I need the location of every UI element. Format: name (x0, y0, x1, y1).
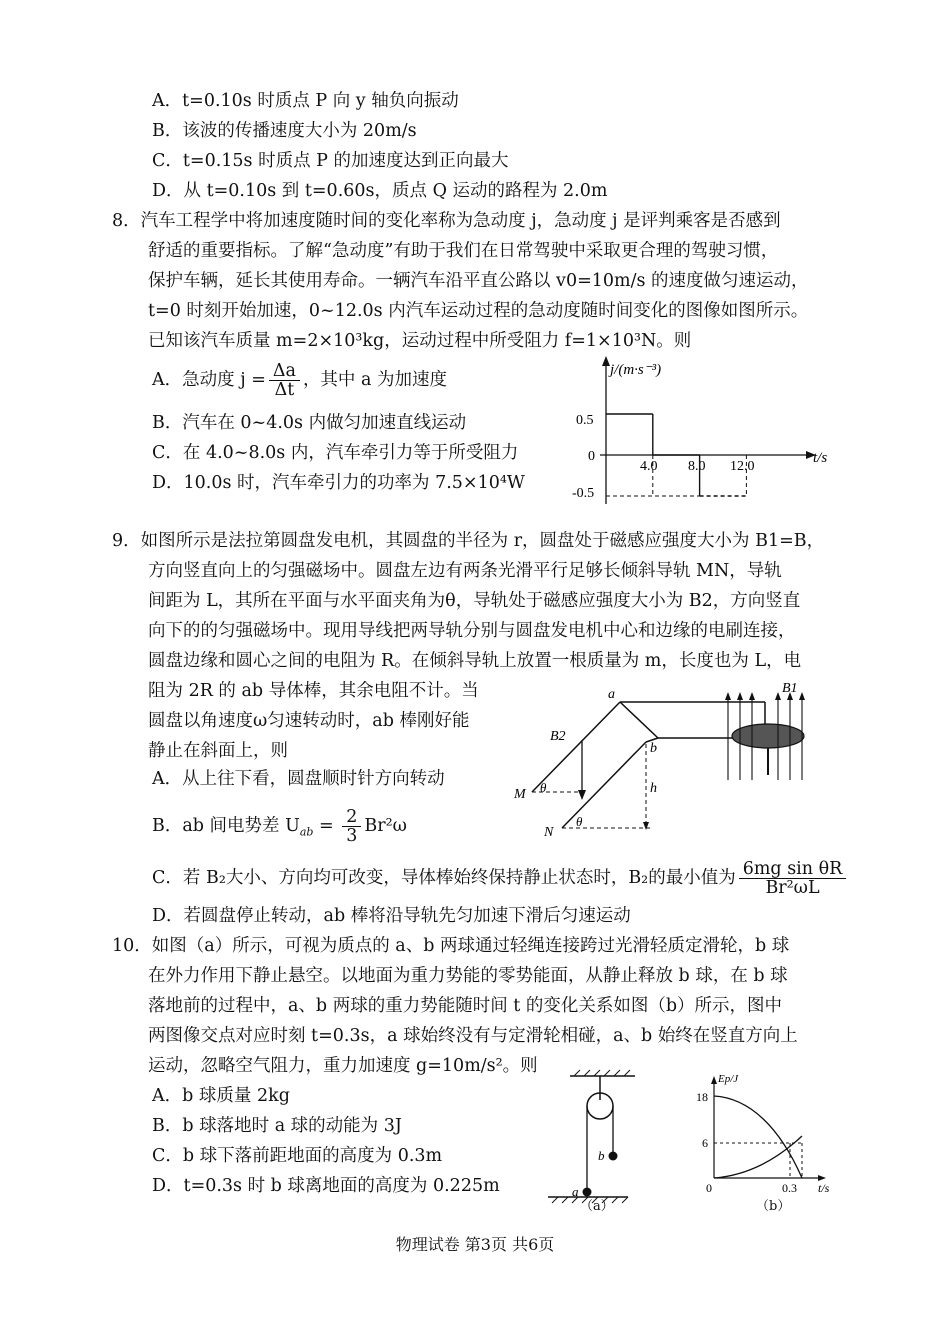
label-theta-m: θ (540, 780, 547, 795)
ball-b (609, 1152, 618, 1161)
q9-option-d: D．若圆盘停止转动，ab 棒将沿导轨先匀加速下滑后匀速运动 (152, 906, 631, 926)
rail-m-upper (532, 702, 620, 792)
q9-option-b (152, 808, 407, 845)
label-a: a (608, 687, 615, 702)
tick-x-12: 12.0 (730, 459, 755, 474)
curve-a-ep (714, 1136, 802, 1178)
rail-connector-a (620, 702, 658, 738)
label-b: b (650, 741, 657, 756)
label-n: N (544, 825, 554, 840)
tick-y-0: 0 (588, 449, 595, 464)
q9-stem-line8: 静止在斜面上，则 (148, 741, 288, 761)
q7-option-b: B．该波的传播速度大小为 20m/s (152, 121, 417, 141)
q10-stem-line4: 两图像交点对应时刻 t=0.3s，a 球始终没有与定滑轮相碰，a、b 始终在竖直方向上 (148, 1026, 798, 1046)
q9-option-b-pre: B．ab 间电势差 U (152, 816, 300, 836)
potential-energy-graph (680, 1068, 840, 1198)
caption-a: （a） (580, 1199, 614, 1214)
jerk-denominator: Δt (274, 380, 295, 400)
tick-y-0.5: 0.5 (576, 413, 594, 428)
jerk-fraction (269, 362, 300, 399)
j-axis-label: j/(m·s⁻³) (610, 362, 662, 378)
ep-axis-arrow (711, 1076, 717, 1084)
jerk-time-graph (560, 352, 840, 512)
q10-stem-line1: 10．如图（a）所示，可视为质点的 a、b 两球通过轻绳连接跨过光滑轻质定滑轮，b 球 (112, 936, 790, 956)
label-ball-b: b (598, 1148, 605, 1163)
q9-stem-line7: 圆盘以角速度ω匀速转动时，ab 棒刚好能 (148, 711, 470, 731)
tick-0.3: 0.3 (782, 1181, 797, 1195)
fraction-num-2: 2 (342, 808, 361, 827)
tick-6: 6 (702, 1136, 708, 1150)
rail-n-lower (562, 742, 646, 828)
q9-option-b-post: Br²ω (364, 816, 407, 836)
tick-0: 0 (706, 1181, 712, 1195)
ep-axis-label: Ep/J (718, 1073, 739, 1085)
b2-min-numerator: 6mg sin θR (739, 860, 847, 879)
q9-stem-line2: 方向竖直向上的匀强磁场中。圆盘左边有两条光滑平行足够长倾斜导轨 MN，导轨 (148, 561, 782, 581)
q7-option-d: D．从 t=0.10s 到 t=0.60s，质点 Q 运动的路程为 2.0m (152, 181, 608, 201)
pulley-figure (540, 1068, 640, 1213)
q9-stem-line3: 间距为 L，其所在平面与水平面夹角为θ，导轨处于磁感应强度大小为 B2，方向竖直 (148, 591, 801, 611)
caption-b: （b） (756, 1199, 791, 1214)
q10-stem-line3: 落地前的过程中，a、b 两球的重力势能随时间 t 的变化关系如图（b）所示，图中 (148, 996, 783, 1016)
q8-stem-line1: 8．汽车工程学中将加速度随时间的变化率称为急动度 j，急动度 j 是评判乘客是否感到 (112, 211, 781, 231)
tick-x-4: 4.0 (640, 459, 658, 474)
q9-stem-line4: 向下的的匀强磁场中。现用导线把两导轨分别与圆盘发电机中心和边缘的电刷连接， (148, 621, 796, 641)
tick-x-8: 8.0 (688, 459, 706, 474)
label-theta-n: θ (576, 814, 583, 829)
height-arrow-head (643, 822, 649, 830)
fraction-den-3: 3 (346, 826, 358, 846)
q7-option-a: A．t=0.10s 时质点 P 向 y 轴负向振动 (152, 91, 459, 111)
jerk-numerator: Δa (269, 362, 300, 381)
label-b1: B1 (782, 681, 798, 696)
q8-stem-line5: 已知该汽车质量 m=2×10³kg，运动过程中所受阻力 f=1×10³N。则 (148, 331, 692, 351)
copper-disc (732, 724, 804, 748)
q10-stem-line5: 运动，忽略空气阻力，重力加速度 g=10m/s²。则 (148, 1056, 538, 1076)
label-b2: B2 (550, 729, 566, 744)
q9-option-c (152, 860, 849, 897)
q8-stem-line3: 保护车辆，延长其使用寿命。一辆汽车沿平直公路以 v0=10m/s 的速度做匀速运动， (148, 271, 809, 291)
q8-option-a-post: ，其中 a 为加速度 (302, 370, 447, 390)
q9-option-b-eq: = (313, 816, 340, 836)
q8-option-c: C．在 4.0~8.0s 内，汽车牵引力等于所受阻力 (152, 443, 519, 463)
b2-min-fraction (739, 860, 847, 897)
ceiling-hatch (574, 1070, 630, 1076)
page-footer: 物理试卷 第3页 共6页 (395, 1235, 555, 1254)
q10-option-b: B．b 球落地时 a 球的动能为 3J (152, 1116, 402, 1136)
b2-min-denominator: Br²ωL (765, 878, 820, 898)
q9-stem-line6: 阻为 2R 的 ab 导体棒，其余电阻不计。当 (148, 681, 479, 701)
q8-option-d: D．10.0s 时，汽车牵引力的功率为 7.5×10⁴W (152, 473, 525, 493)
q10-option-c: C．b 球下落前距地面的高度为 0.3m (152, 1146, 443, 1166)
q8-option-a-pre: A．急动度 j = (152, 370, 266, 390)
faraday-disc-figure (510, 680, 830, 850)
label-ball-a: a (572, 1184, 579, 1199)
q8-option-b: B．汽车在 0~4.0s 内做匀加速直线运动 (152, 413, 467, 433)
q9-stem-line1: 9．如图所示是法拉第圆盘发电机，其圆盘的半径为 r，圆盘处于磁感应强度大小为 B1=B， (112, 531, 825, 551)
q8-stem-line2: 舒适的重要指标。了解“急动度”有助于我们在日常驾驶中采取更合理的驾驶习惯， (148, 241, 779, 261)
tick-18: 18 (696, 1090, 708, 1104)
t-axis-label: t/s (813, 450, 828, 466)
q9-option-a: A．从上往下看，圆盘顺时针方向转动 (152, 769, 445, 789)
q9-stem-line5: 圆盘边缘和圆心之间的电阻为 R。在倾斜导轨上放置一根质量为 m，长度也为 L，电 (148, 651, 802, 671)
q8-stem-line4: t=0 时刻开始加速，0~12.0s 内汽车运动过程的急动度随时间变化的图像如图所示。 (148, 301, 809, 321)
q7-option-c: C．t=0.15s 时质点 P 的加速度达到正向最大 (152, 151, 509, 171)
t-axis-b-label: t/s (818, 1181, 830, 1195)
q8-option-a (152, 362, 447, 399)
q10-option-a: A．b 球质量 2kg (152, 1086, 290, 1106)
two-thirds-fraction (342, 808, 361, 845)
q9-option-b-sub: ab (299, 825, 314, 839)
label-m: M (514, 787, 526, 802)
label-h: h (650, 781, 657, 796)
tick-y-neg0.5: -0.5 (572, 486, 595, 501)
j-axis-arrow (602, 356, 610, 366)
q9-option-c-pre: C．若 B₂大小、方向均可改变，导体棒始终保持静止状态时，B₂的最小值为 (152, 868, 736, 888)
q10-option-d: D．t=0.3s 时 b 球离地面的高度为 0.225m (152, 1176, 500, 1196)
q10-stem-line2: 在外力作用下静止悬空。以地面为重力势能的零势能面，从静止释放 b 球，在 b 球 (148, 966, 788, 986)
